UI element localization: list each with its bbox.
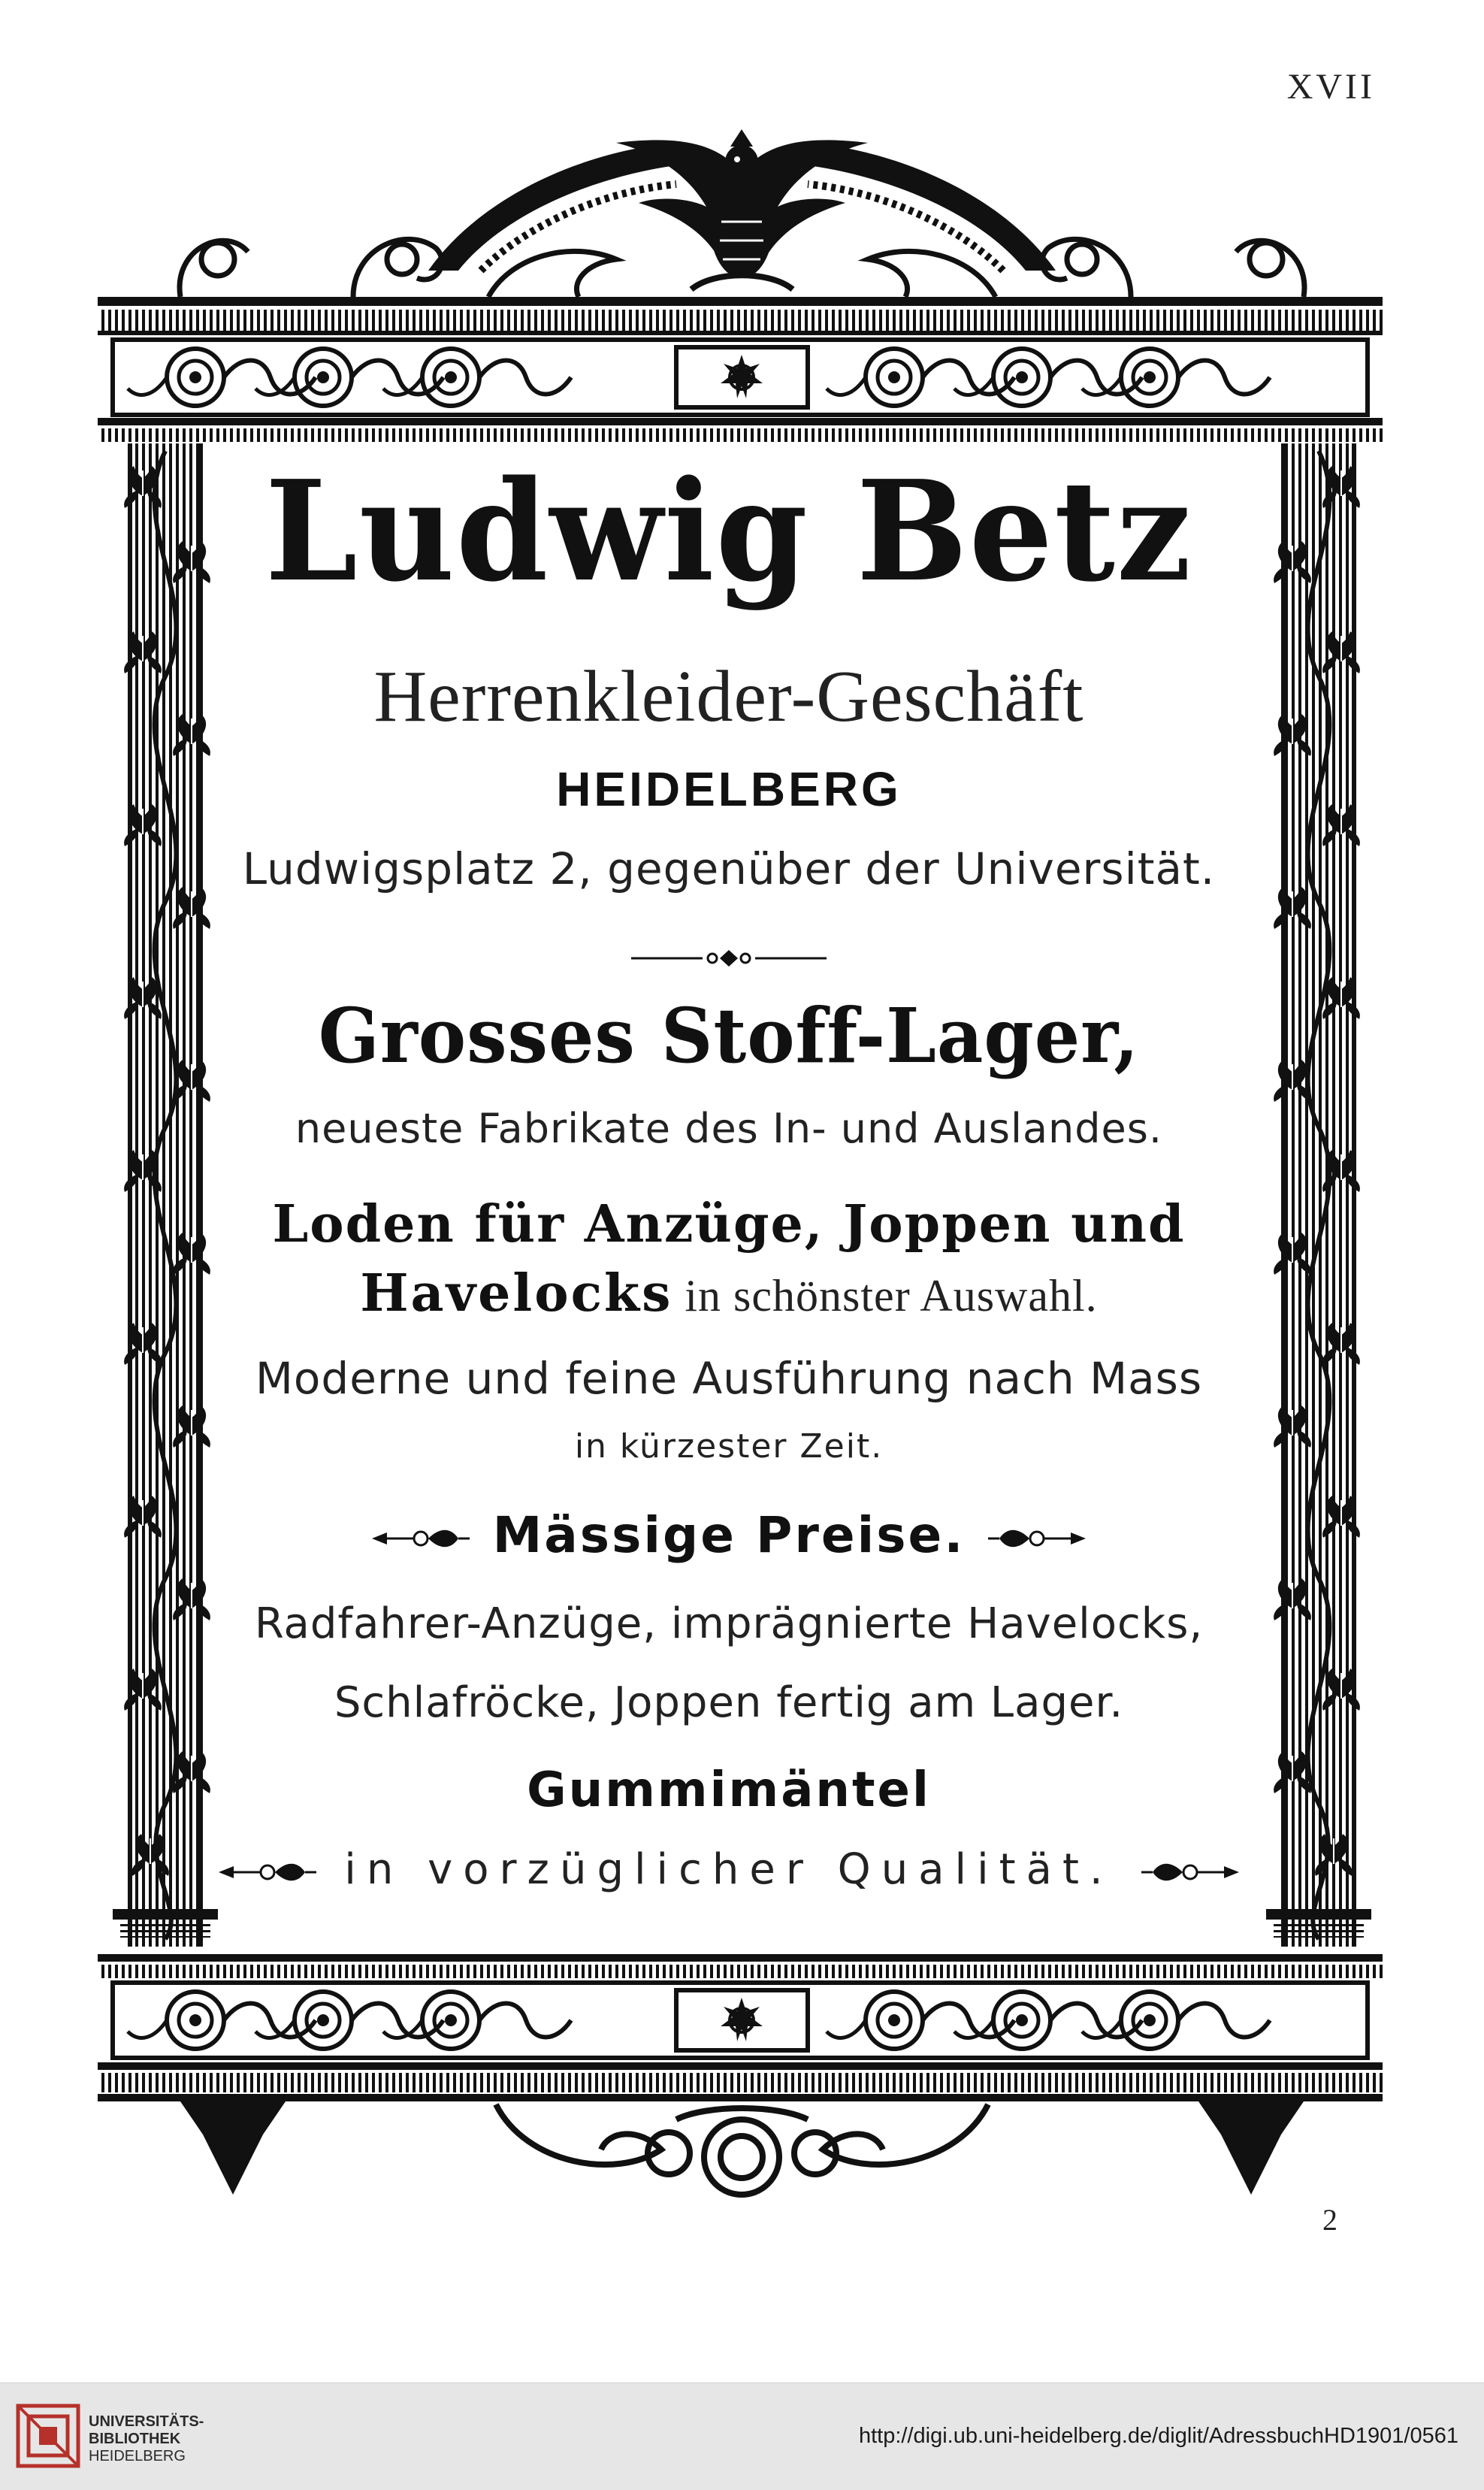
flourish-left-icon — [368, 1523, 473, 1554]
sheet-number: 2 — [1322, 2203, 1337, 2237]
flourish-right-icon — [984, 1523, 1090, 1554]
permalink-url[interactable]: http://digi.ub.uni-heidelberg.de/diglit/AdressbuchHD1901/0561 — [858, 2424, 1458, 2448]
library-line-2: BIBLIOTHEK — [89, 2431, 181, 2447]
advertisement — [195, 421, 1262, 1917]
bottom-frieze-scrolls — [128, 1992, 1270, 2049]
ad-text-readymade-2: Schlafröcke, Joppen fertig am Lager. — [334, 1678, 1124, 1727]
havelocks-rest: in schönster Auswahl. — [672, 1271, 1098, 1321]
ad-text-havelocks — [195, 1263, 1262, 1324]
top-frieze-scrolls — [128, 349, 1270, 406]
ad-text-time: in kürzester Zeit. — [574, 1427, 884, 1466]
university-library-logo-icon — [12, 2400, 84, 2472]
ad-prices-text: Mässige Preise. — [492, 1506, 966, 1564]
ad-text-readymade-1: Radfahrer-Anzüge, imprägnierte Havelocks, — [254, 1599, 1204, 1648]
library-name — [89, 2413, 204, 2465]
ad-subtitle: Herrenkleider-Geschäft — [373, 656, 1084, 737]
ad-prices — [195, 1506, 1262, 1564]
library-line-3: HEIDELBERG — [89, 2448, 186, 2464]
footer-bar — [0, 2383, 1484, 2490]
ad-title: Ludwig Betz — [264, 450, 1193, 613]
bottom-acanthus — [496, 2104, 988, 2195]
ad-text-fabrics: neueste Fabrikate des In- und Auslandes. — [295, 1105, 1163, 1152]
ad-text-tailoring: Moderne und feine Ausführung nach Mass — [255, 1353, 1203, 1404]
ad-quality — [195, 1845, 1262, 1894]
flourish-right-icon — [1138, 1857, 1243, 1887]
library-line-1: UNIVERSITÄTS- — [89, 2413, 204, 2430]
ad-rubber-coats: Gummimäntel — [527, 1762, 931, 1818]
ad-text-loden: Loden für Anzüge, Joppen und — [272, 1194, 1186, 1254]
flourish-left-icon — [215, 1857, 320, 1887]
ornamental-divider-icon — [195, 947, 1262, 970]
ad-headline: Grosses Stoff-Lager, — [318, 991, 1140, 1080]
page-number: XVII — [1286, 67, 1375, 107]
havelocks-word: Havelocks — [360, 1263, 673, 1324]
ad-address: Ludwigsplatz 2, gegenüber der Universität. — [242, 843, 1216, 894]
ad-city: HEIDELBERG — [556, 762, 902, 816]
ad-quality-text: in vorzüglicher Qualität. — [344, 1845, 1114, 1894]
